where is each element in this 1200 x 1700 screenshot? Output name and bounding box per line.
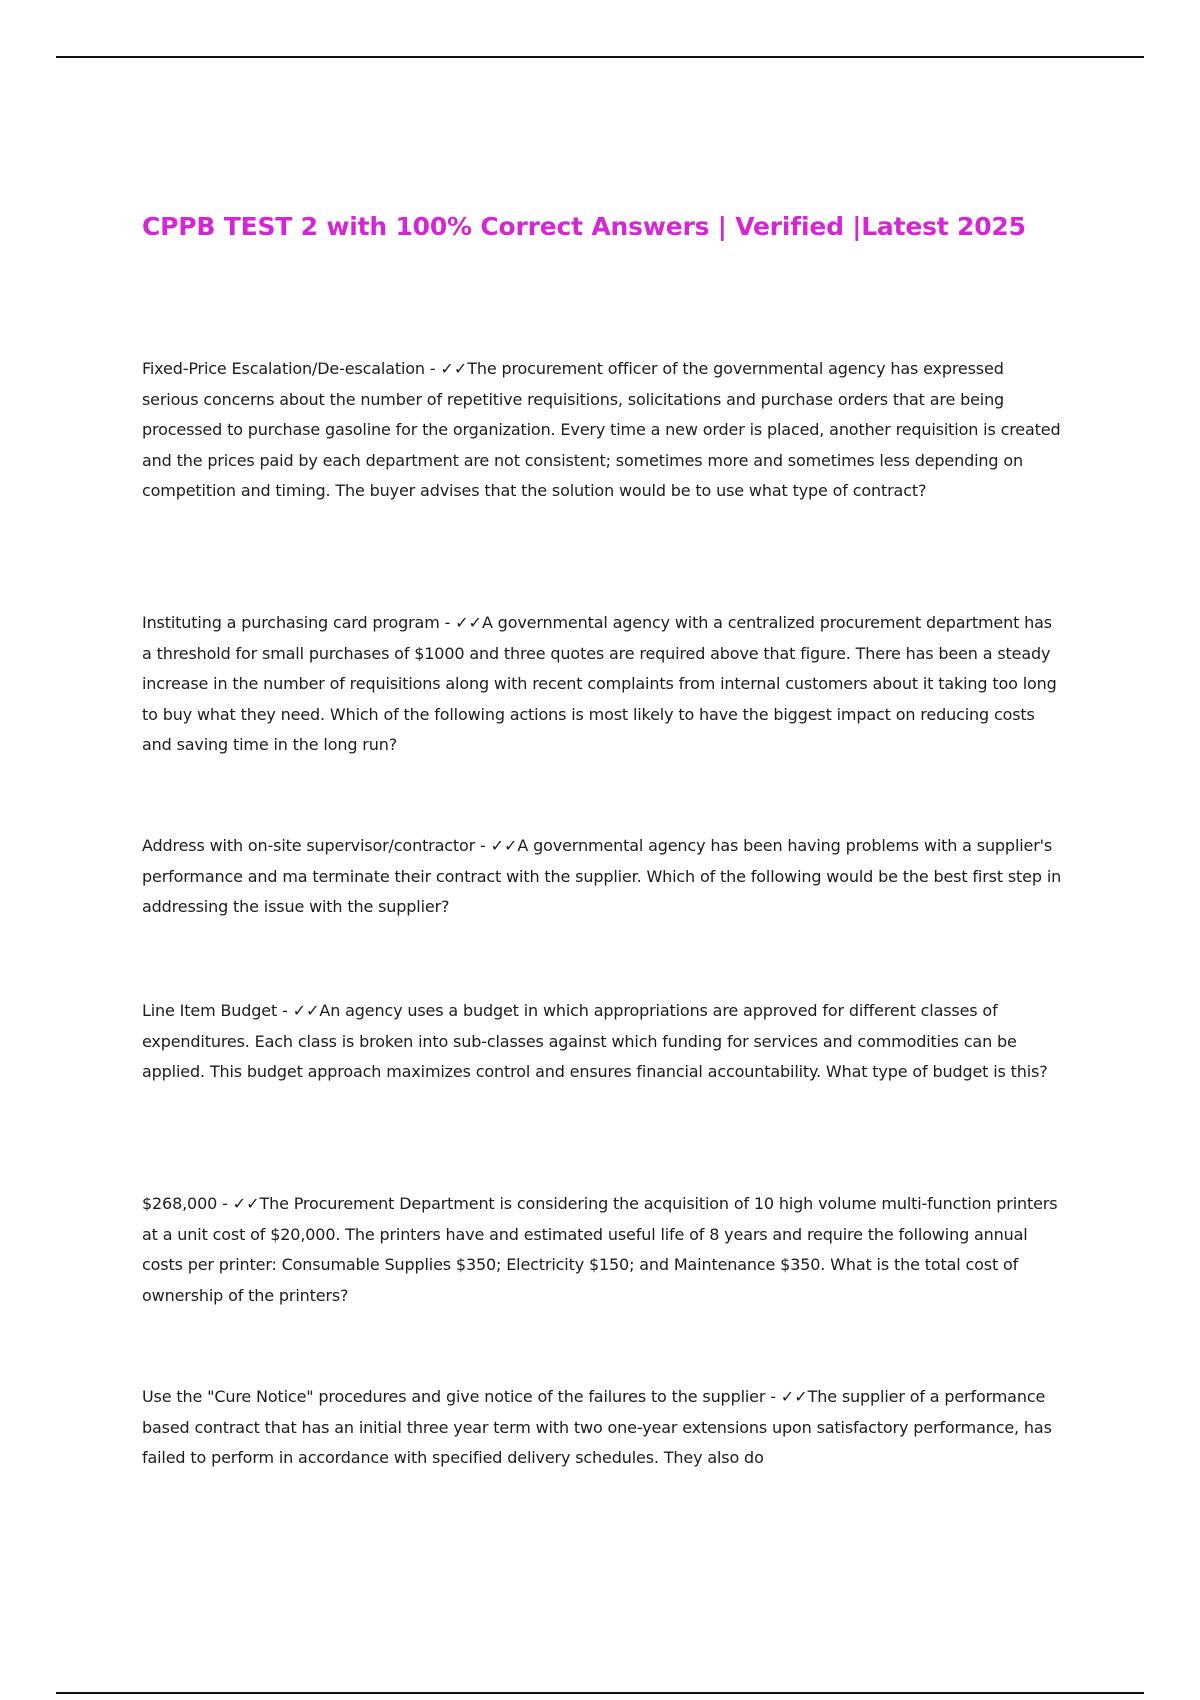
answer-separator: -: [439, 613, 456, 632]
answer-separator: -: [765, 1387, 781, 1406]
qa-item: [142, 1189, 1062, 1311]
question-text: The procurement officer of the governmental agency has expressed serious concerns about the number of repetitive requisitions, solicitations and purchase orders that are being processed to purchase gasoline for the organization. Every time a new order is placed, another requisition is created and the prices paid by each department are not consistent; sometimes more and sometimes less depending on competition and timing. The buyer advises that the solution would be to use what type of contract?: [142, 359, 1061, 500]
answer-text: Address with on-site supervisor/contractor: [142, 836, 476, 855]
double-check-icon: ✓✓: [292, 1001, 320, 1020]
question-text: An agency uses a budget in which appropriations are approved for different classes of expenditures. Each class is broken into sub-classes against which funding for services and commodities can be applied. This budget approach maximizes control and ensures financial accountability. What type of budget is this?: [142, 1001, 1048, 1081]
qa-item: [142, 608, 1062, 761]
answer-separator: -: [277, 1001, 293, 1020]
bottom-rule: [56, 1692, 1144, 1694]
qa-item: [142, 996, 1062, 1088]
qa-item: [142, 831, 1062, 923]
answer-text: Line Item Budget: [142, 1001, 278, 1020]
question-text: A governmental agency with a centralized procurement department has a threshold for small purchases of $1000 and three quotes are required above that figure. There has been a steady increase in the number of requisitions along with recent complaints from internal customers about it taking too long to buy what they need. Which of the following actions is most likely to have the biggest impact on reducing costs and saving time in the long run?: [142, 613, 1057, 754]
double-check-icon: ✓✓: [440, 359, 468, 378]
question-text: The supplier of a performance based contract that has an initial three year term with two one-year extensions upon satisfactory performance, has failed to perform in accordance with specified delivery schedules. They also do: [142, 1387, 1052, 1467]
double-check-icon: ✓✓: [232, 1194, 260, 1213]
answer-separator: -: [217, 1194, 233, 1213]
qa-item: [142, 1382, 1062, 1474]
answer-text: Instituting a purchasing card program: [142, 613, 440, 632]
question-text: The Procurement Department is considering the acquisition of 10 high volume multi-function printers at a unit cost of $20,000. The printers have and estimated useful life of 8 years and require the following annual costs per printer: Consumable Supplies $350; Electricity $150; and Maintenance $350. What is the total cost of ownership of the printers?: [142, 1194, 1058, 1305]
double-check-icon: ✓✓: [490, 836, 518, 855]
double-check-icon: ✓✓: [455, 613, 482, 632]
answer-text: Use the "Cure Notice" procedures and give notice of the failures to the supplier: [142, 1387, 766, 1406]
top-rule: [56, 56, 1144, 58]
question-text: A governmental agency has been having problems with a supplier's performance and ma terminate their contract with the supplier. Which of the following would be the best first step in addressing the issue with the supplier?: [142, 836, 1062, 916]
double-check-icon: ✓✓: [780, 1387, 808, 1406]
answer-separator: -: [424, 359, 441, 378]
answer-separator: -: [475, 836, 491, 855]
answer-text: Fixed-Price Escalation/De-escalation: [142, 359, 425, 378]
document-title: CPPB TEST 2 with 100% Correct Answers | Verified |Latest 2025: [142, 212, 1026, 241]
answer-text: $268,000: [142, 1194, 218, 1213]
qa-item: [142, 354, 1062, 507]
